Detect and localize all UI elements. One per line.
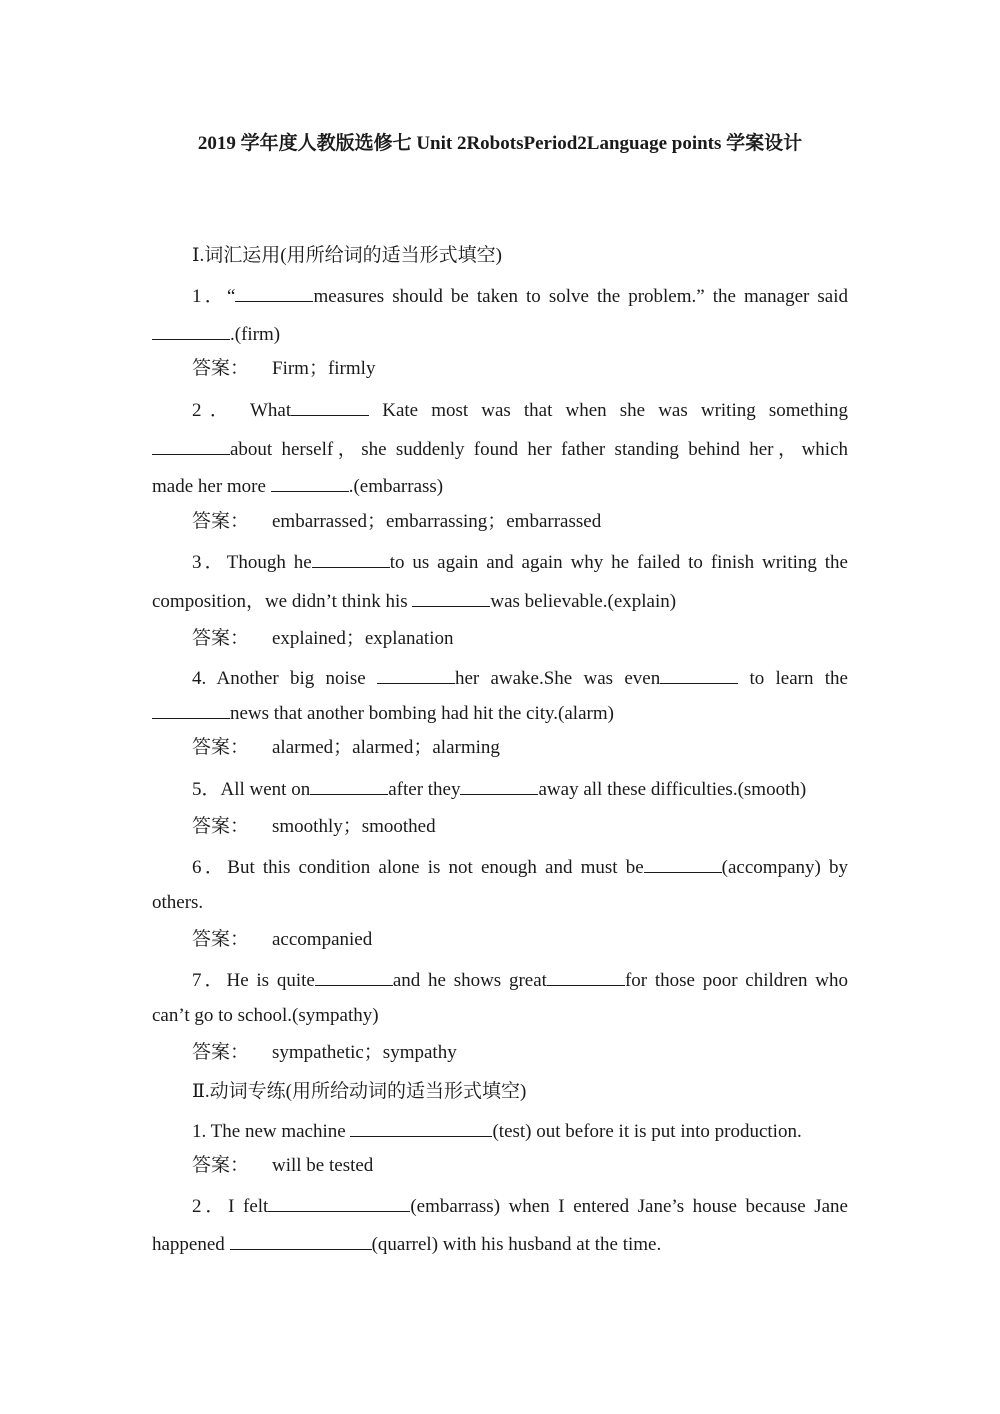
answer-label: 答案： — [192, 1155, 250, 1176]
question-2-line-3 — [152, 473, 848, 499]
text: 5．All went on — [192, 779, 311, 800]
question-5-line-1 — [192, 776, 848, 802]
answer-text: will be tested — [272, 1155, 374, 1176]
question-6-line-1 — [192, 854, 848, 880]
text: 1．“ — [192, 286, 236, 307]
answer-blank — [350, 1118, 492, 1137]
question-7-line-1 — [192, 967, 848, 993]
text: 1. The new machine — [192, 1121, 351, 1142]
answer-text: explained；explanation — [272, 628, 454, 649]
text: 2．I felt — [192, 1196, 269, 1217]
answer-label: 答案： — [192, 816, 250, 837]
answer-blank — [152, 700, 230, 719]
question-6-answer — [192, 928, 848, 952]
text: her awake.She was even — [454, 668, 661, 689]
answer-text: accompanied — [272, 929, 373, 950]
question-5-answer — [192, 815, 848, 839]
answer-text: Firm；firmly — [272, 358, 376, 379]
answer-label: 答案： — [192, 1042, 250, 1063]
text: (embarrass) when I entered Jane’s house because Jane — [410, 1196, 848, 1217]
answer-label: 答案： — [192, 628, 250, 649]
text: about herself，she suddenly found her father standing behind her，which — [230, 439, 848, 460]
question-1-answer — [192, 357, 848, 381]
text: measures should be taken to solve the problem.” the manager said — [313, 286, 848, 307]
text: to us again and again why he failed to finish writing the — [389, 552, 848, 573]
section-2-heading: Ⅱ.动词专练(用所给动词的适当形式填空) — [192, 1081, 527, 1102]
question-4-line-1 — [192, 665, 848, 691]
text: 6．But this condition alone is not enough and must be — [192, 857, 644, 878]
answer-label: 答案： — [192, 737, 250, 758]
answer-blank — [547, 967, 625, 986]
verb-question-1-answer — [192, 1154, 848, 1178]
answer-blank — [644, 854, 722, 873]
text: 7．He is quite — [192, 970, 315, 991]
text: 3．Though he — [192, 552, 312, 573]
question-2-answer — [192, 510, 848, 534]
answer-blank — [152, 321, 230, 340]
question-6-line-2: others. — [152, 892, 204, 913]
answer-label: 答案： — [192, 511, 250, 532]
question-2-line-1 — [192, 397, 848, 423]
answer-label: 答案： — [192, 929, 250, 950]
text: .(embarrass) — [348, 476, 444, 497]
text: to learn the — [738, 668, 848, 689]
answer-blank — [412, 588, 490, 607]
answer-text: alarmed；alarmed；alarming — [272, 737, 500, 758]
answer-blank — [660, 665, 738, 684]
answer-blank — [460, 776, 538, 795]
verb-question-2-line-2 — [152, 1231, 848, 1257]
answer-text: embarrassed；embarrassing；embarrassed — [272, 511, 602, 532]
answer-blank — [235, 283, 313, 302]
text: (quarrel) with his husband at the time. — [371, 1234, 662, 1255]
answer-blank — [310, 776, 388, 795]
question-1-line-1 — [192, 283, 848, 309]
text: Kate most was that when she was writing something — [369, 400, 848, 421]
question-3-line-1 — [192, 549, 848, 575]
answer-blank — [152, 436, 230, 455]
answer-text: smoothly；smoothed — [272, 816, 436, 837]
question-4-line-2 — [152, 700, 848, 726]
answer-text: sympathetic；sympathy — [272, 1042, 457, 1063]
answer-blank — [271, 473, 349, 492]
answer-blank — [312, 549, 390, 568]
answer-blank — [291, 397, 369, 416]
text: and he shows great — [392, 970, 547, 991]
text: happened — [152, 1234, 230, 1255]
answer-blank — [230, 1231, 372, 1250]
question-3-answer — [192, 627, 848, 651]
text: 2． What — [192, 400, 292, 421]
text: away all these difficulties.(smooth) — [538, 779, 807, 800]
text: .(firm) — [230, 324, 281, 345]
text: (test) out before it is put into production. — [492, 1121, 802, 1142]
section-1-heading: Ⅰ.词汇运用(用所给词的适当形式填空) — [192, 245, 502, 266]
question-2-line-2 — [152, 436, 848, 462]
question-4-answer — [192, 736, 848, 760]
text: 4. Another big noise — [192, 668, 377, 689]
question-7-line-2: can’t go to school.(sympathy) — [152, 1005, 379, 1026]
text: made her more — [152, 476, 271, 497]
text: (accompany) by — [721, 857, 848, 878]
document-title: 2019 学年度人教版选修七 Unit 2RobotsPeriod2Language points 学案设计 — [197, 133, 803, 154]
question-1-line-2 — [152, 321, 848, 347]
verb-question-1-line-1 — [192, 1118, 848, 1144]
text: news that another bombing had hit the city.(alarm) — [230, 703, 614, 724]
answer-blank — [377, 665, 455, 684]
answer-blank — [315, 967, 393, 986]
text: for those poor children who — [624, 970, 848, 991]
text: composition，we didn’t think his — [152, 591, 413, 612]
answer-blank — [268, 1193, 410, 1212]
answer-label: 答案： — [192, 358, 250, 379]
question-3-line-2 — [152, 588, 848, 614]
text: after they — [388, 779, 461, 800]
question-7-answer — [192, 1041, 848, 1065]
text: was believable.(explain) — [490, 591, 677, 612]
verb-question-2-line-1 — [192, 1193, 848, 1219]
